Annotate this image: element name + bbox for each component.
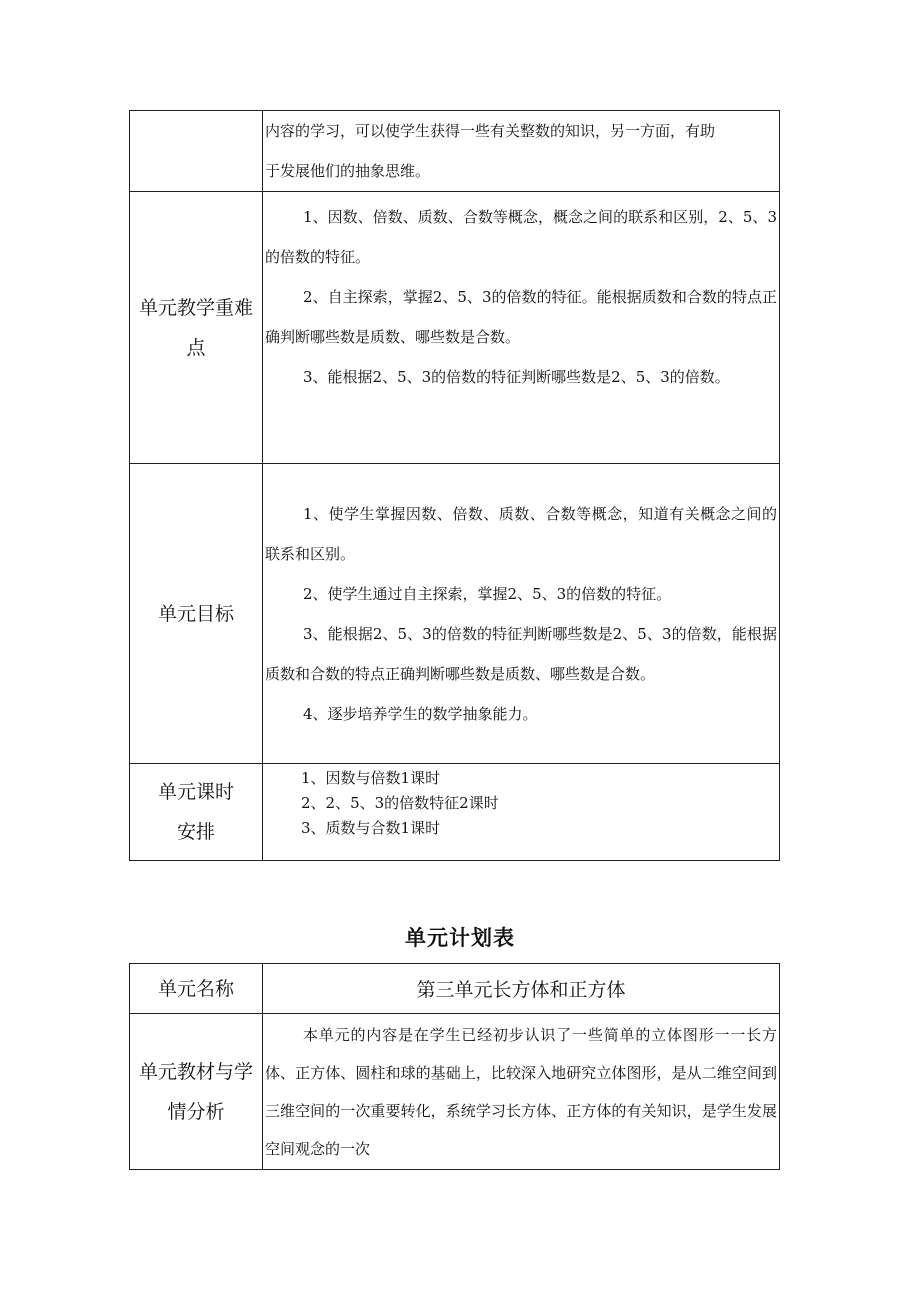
goal-item: 4、逐步培养学生的数学抽象能力。 — [303, 705, 538, 723]
schedule-item: 2、2、5、3的倍数特征2课时 — [301, 794, 499, 812]
unit-name-label: 单元名称 — [130, 964, 263, 1014]
goals-row — [130, 464, 780, 764]
schedule-row — [130, 764, 780, 861]
goal-item: 1、使学生掌握因数、倍数、质数、合数等概念，知道有关概念之间的联系和区别。 — [265, 505, 777, 563]
key-points-label — [130, 192, 263, 464]
schedule-content — [263, 764, 780, 861]
analysis-content — [263, 1014, 780, 1170]
unit-name-row — [130, 964, 780, 1014]
key-point-item: 1、因数、倍数、质数、合数等概念，概念之间的联系和区别，2、5、3的倍数的特征。 — [265, 208, 777, 266]
goal-item: 2、使学生通过自主探索，掌握2、5、3的倍数的特征。 — [303, 585, 672, 603]
schedule-item: 3、质数与合数1课时 — [301, 819, 441, 837]
plan-title: 单元计划表 — [405, 926, 515, 950]
analysis-label-line-1: 单元教材与学 — [138, 1060, 253, 1083]
unit-name-value: 第三单元长方体和正方体 — [263, 964, 780, 1014]
unit-table-continued — [129, 110, 780, 861]
analysis-label-line-2: 情分析 — [167, 1100, 225, 1123]
analysis-row — [130, 1014, 780, 1170]
analysis-text: 本单元的内容是在学生已经初步认识了一些简单的立体图形一一长方体、正方体、圆柱和球的基础上，比较深入地研究立体图形，是从二维空间到三维空间的一次重要转化，系统学习长方体、正方体的有关知识，是学生发展空间观念的一次 — [265, 1026, 777, 1158]
goals-label: 单元目标 — [130, 464, 263, 764]
intro-content-cell — [263, 111, 780, 192]
goal-item: 3、能根据2、5、3的倍数的特征判断哪些数是2、5、3的倍数，能根据质数和合数的特点正确判断哪些数是质数、哪些数是合数。 — [265, 625, 777, 683]
schedule-item: 1、因数与倍数1课时 — [301, 769, 441, 787]
goals-content — [263, 464, 780, 764]
key-points-content — [263, 192, 780, 464]
schedule-label-line-1: 单元课时 — [157, 781, 234, 803]
analysis-label — [130, 1014, 263, 1170]
intro-line-1: 内容的学习，可以使学生获得一些有关整数的知识，另一方面，有助 — [265, 122, 716, 140]
key-point-item: 3、能根据2、5、3的倍数的特征判断哪些数是2、5、3的倍数。 — [303, 368, 730, 386]
key-points-label-line-2: 点 — [186, 336, 206, 359]
intro-row — [130, 111, 780, 192]
unit-plan-table — [129, 963, 780, 1170]
schedule-label — [130, 764, 263, 861]
intro-label-cell — [130, 111, 263, 192]
key-points-label-line-1: 单元教学重难 — [138, 296, 253, 319]
key-points-row — [130, 192, 780, 464]
intro-line-2: 于发展他们的抽象思维。 — [265, 162, 431, 180]
schedule-label-line-2: 安排 — [176, 821, 215, 843]
key-point-item: 2、自主探索，掌握2、5、3的倍数的特征。能根据质数和合数的特点正确判断哪些数是质数、哪些数是合数。 — [265, 288, 777, 346]
